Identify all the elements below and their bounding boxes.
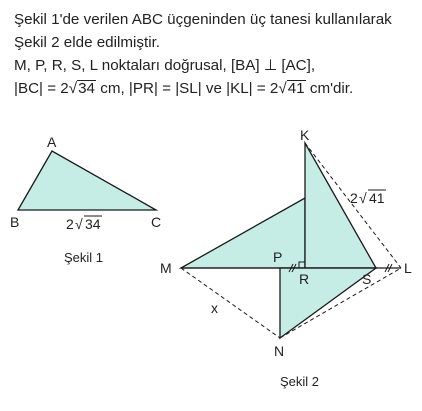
problem-line-3: M, P, R, S, L noktaları doğrusal, [BA] ⊥ [AC], [14,57,316,74]
label-x: x [211,300,218,316]
figure-2-caption: Şekil 2 [280,374,320,389]
label-k: K [300,127,310,143]
label-a: A [47,134,57,150]
problem-line-2: Şekil 2 elde edilmiştir. [14,34,161,51]
figure-1-caption: Şekil 1 [64,250,104,265]
pr-sl-text: cm, |PR| = |SL| ve |KL| = 2 [96,80,279,97]
label-m: M [160,260,172,276]
triangle-abc [18,151,156,210]
bc-length-radical: √ [75,216,83,232]
problem-line-4: |BC| = 2√34 cm, |PR| = |SL| ve |KL| = 2√41 cm'dir. [14,80,354,97]
label-r: R [299,271,310,287]
figure-2 [160,127,412,389]
label-b: B [10,214,20,230]
label-s: S [362,271,372,287]
segment-mn-dashed [181,268,280,338]
triangle-m-upper [181,198,305,268]
kl-length-root: 41 [287,80,305,97]
kl-length-label-prefix: 2 [350,190,358,206]
bc-length-label-root: 34 [85,216,101,232]
problem-line-1: Şekil 1'de verilen ABC üçgeninden üç tanesi kullanılarak [14,11,392,28]
kl-length-radical: √ [359,190,367,206]
bc-length-prefix: |BC| = 2 [14,80,69,97]
label-n: N [274,343,285,359]
bc-length-root: 34 [78,80,95,97]
label-p: P [273,249,283,265]
problem-line-4-suffix: cm'dir. [305,80,354,97]
kl-length-label-root: 41 [369,190,385,206]
label-l: L [404,260,412,276]
label-c: C [151,214,162,230]
figure-1 [10,134,161,265]
bc-length-label-prefix: 2 [66,216,74,232]
